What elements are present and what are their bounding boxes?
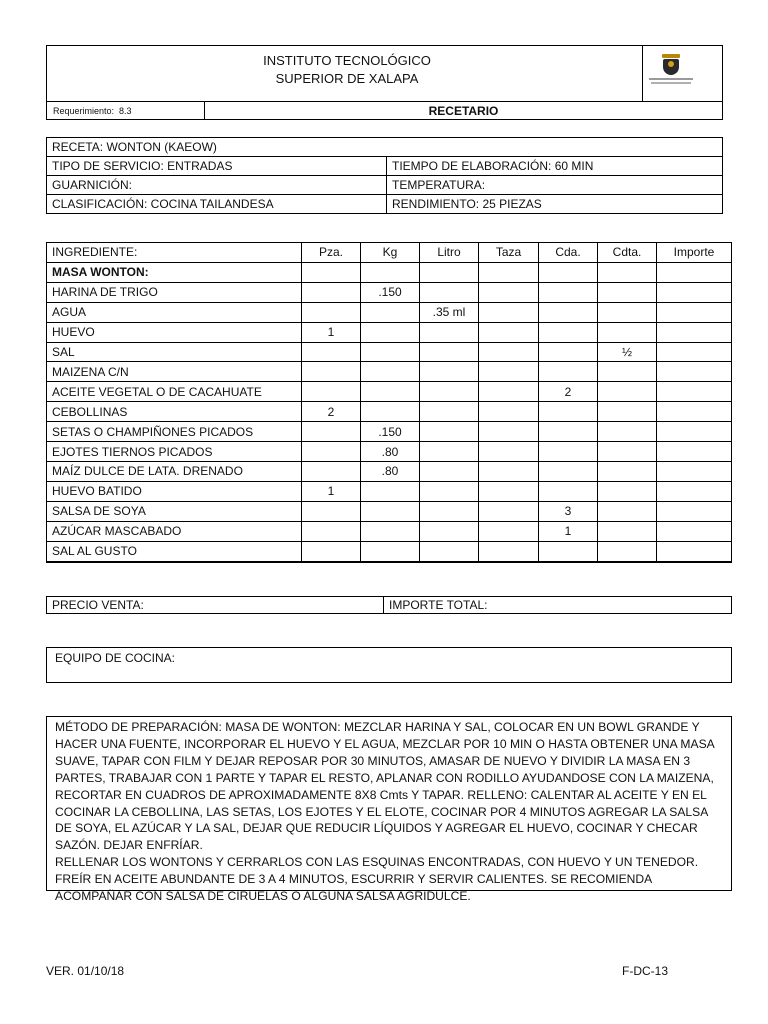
ingredient-cdta [598, 322, 657, 342]
ingredient-kg [361, 521, 420, 541]
ingredient-cda [539, 342, 598, 362]
ingredient-kg [361, 342, 420, 362]
ingredient-litro [420, 561, 479, 563]
ingredient-kg [361, 322, 420, 342]
column-header-cdta: Cdta. [598, 243, 657, 263]
ingredient-kg [361, 541, 420, 561]
table-row [47, 422, 732, 442]
ingredient-name: SETAS O CHAMPIÑONES PICADOS [47, 422, 302, 442]
ingredient-taza [479, 461, 539, 481]
ingredient-name [47, 561, 302, 563]
ingredient-cdta [598, 282, 657, 302]
ingredient-name: SAL AL GUSTO [47, 541, 302, 561]
method-paragraph: MÉTODO DE PREPARACIÓN: MASA DE WONTON: MEZCLAR HARINA Y SAL, COLOCAR EN UN BOWL GRANDE Y HACER UNA FUENTE, INCORPORAR EL HUEVO Y EL AGUA, MEZCLAR POR 10 MIN O HASTA OBTENER UNA MASA SUAVE, TAPAR CON FILM Y DEJAR REPOSAR POR 30 MINUTOS, AMASAR DE NUEVO Y DIVIDIR LA MASA EN 3 PARTES, TRABAJAR CON 1 PARTE Y TAPAR EL RESTO, APLANAR CON RODILLO AYUDANDOSE CON LA MAIZENA, RECORTAR EN CUADROS DE APROXIMADAMENTE 8X8 Cmts Y TAPAR. RELLENO: CALENTAR AL ACEITE Y EN EL COCINAR LA CEBOLLINA, LAS SETAS, LOS EJOTES Y EL ELOTE, COCINAR POR 4 MINUTOS AGREGAR LA SALSA DE SOYA, EL AZÚCAR Y LA SAL, DEJAR QUE REDUCIR LÍQUIDOS Y AGREGAR EL HUEVO, COCINAR Y CHECAR SAZÓN. DEJAR ENFRÍAR. [55, 720, 715, 853]
ingredient-pza: 1 [302, 322, 361, 342]
ingredient-pza [302, 521, 361, 541]
ingredient-kg [361, 501, 420, 521]
ingredient-kg [361, 481, 420, 501]
ingredient-taza [479, 382, 539, 402]
ingredient-name: AGUA [47, 302, 302, 322]
ingredient-cdta [598, 501, 657, 521]
ingredient-kg [361, 262, 420, 282]
ingredient-importe [657, 342, 732, 362]
column-header-importe: Importe [657, 243, 732, 263]
ingredient-litro [420, 282, 479, 302]
table-row [47, 541, 732, 561]
ingredient-litro [420, 461, 479, 481]
ingredient-cda [539, 302, 598, 322]
crown-icon [662, 54, 680, 58]
institute-logo [642, 46, 722, 101]
ingredient-importe [657, 422, 732, 442]
document-header [46, 45, 723, 120]
ingredient-litro [420, 402, 479, 422]
ingredient-cdta [598, 461, 657, 481]
ingredient-taza [479, 302, 539, 322]
ingredient-pza [302, 501, 361, 521]
ingredient-importe [657, 501, 732, 521]
ingredient-cda [539, 442, 598, 462]
column-header-taza: Taza [479, 243, 539, 263]
ingredient-kg [361, 382, 420, 402]
table-row [47, 481, 732, 501]
requirement-cell [47, 102, 205, 120]
ingredient-pza [302, 461, 361, 481]
ingredient-importe [657, 382, 732, 402]
ingredient-pza [302, 362, 361, 382]
ingredient-taza [479, 402, 539, 422]
table-row [47, 282, 732, 302]
column-header-cda: Cda. [539, 243, 598, 263]
ingredient-cda [539, 262, 598, 282]
ingredient-importe [657, 302, 732, 322]
institute-line-1: INSTITUTO TECNOLÓGICO [263, 53, 431, 68]
ingredient-cda [539, 461, 598, 481]
ingredient-pza [302, 262, 361, 282]
ingredient-pza [302, 382, 361, 402]
ingredient-taza [479, 262, 539, 282]
ingredient-name: AZÚCAR MASCABADO [47, 521, 302, 541]
ingredient-cda [539, 481, 598, 501]
ingredient-name: MASA WONTON: [47, 262, 302, 282]
column-header-litro: Litro [420, 243, 479, 263]
table-row [47, 382, 732, 402]
column-header-pza: Pza. [302, 243, 361, 263]
ingredient-taza [479, 501, 539, 521]
institute-line-2: SUPERIOR DE XALAPA [275, 71, 419, 86]
ingredient-litro [420, 422, 479, 442]
table-row [47, 402, 732, 422]
ingredient-taza [479, 481, 539, 501]
table-row [47, 322, 732, 342]
table-row [47, 302, 732, 322]
ingredient-kg: .80 [361, 461, 420, 481]
ingredient-cda [539, 561, 598, 563]
ingredient-importe [657, 481, 732, 501]
ingredient-importe [657, 521, 732, 541]
ingredient-name: MAÍZ DULCE DE LATA. DRENADO [47, 461, 302, 481]
ingredient-pza [302, 302, 361, 322]
form-title: RECETARIO [428, 104, 499, 118]
ingredient-name: MAIZENA C/N [47, 362, 302, 382]
ingredient-litro: .35 ml [420, 302, 479, 322]
ingredient-taza [479, 521, 539, 541]
pricing-table [46, 596, 732, 614]
ingredient-cda [539, 282, 598, 302]
ingredient-cdta [598, 442, 657, 462]
ingredient-cdta [598, 422, 657, 442]
ingredient-name: EJOTES TIERNOS PICADOS [47, 442, 302, 462]
ingredient-cda [539, 541, 598, 561]
temperature: TEMPERATURA: [387, 176, 723, 195]
total-amount: IMPORTE TOTAL: [384, 597, 732, 614]
ingredient-importe [657, 282, 732, 302]
ingredient-cda [539, 422, 598, 442]
ingredient-taza [479, 322, 539, 342]
logo-caption-line [649, 78, 693, 80]
ingredient-cda [539, 402, 598, 422]
ingredient-cdta [598, 561, 657, 563]
ingredient-kg: .80 [361, 442, 420, 462]
ingredient-cda [539, 322, 598, 342]
ingredient-importe [657, 262, 732, 282]
ingredient-litro [420, 342, 479, 362]
prep-time: TIEMPO DE ELABORACIÓN: 60 MIN [387, 157, 723, 176]
recipe-info-table [46, 137, 723, 210]
ingredient-name: HUEVO BATIDO [47, 481, 302, 501]
classification: CLASIFICACIÓN: COCINA TAILANDESA [47, 195, 387, 214]
ingredient-kg [361, 561, 420, 563]
ingredients-table [46, 242, 732, 563]
service-type: TIPO DE SERVICIO: ENTRADAS [47, 157, 387, 176]
ingredient-pza [302, 561, 361, 563]
ingredient-importe [657, 322, 732, 342]
ingredient-importe [657, 541, 732, 561]
ingredient-litro [420, 262, 479, 282]
ingredient-name: ACEITE VEGETAL O DE CACAHUATE [47, 382, 302, 402]
yield: RENDIMIENTO: 25 PIEZAS [387, 195, 723, 214]
ingredient-taza [479, 282, 539, 302]
requirement-label: Requerimiento: [53, 106, 115, 116]
ingredient-litro [420, 541, 479, 561]
column-header-kg: Kg [361, 243, 420, 263]
ingredient-cdta [598, 362, 657, 382]
ingredient-taza [479, 442, 539, 462]
method-paragraph: RELLENAR LOS WONTONS Y CERRARLOS CON LAS ESQUINAS ENCONTRADAS, CON HUEVO Y UN TENEDOR. FREÍR EN ACEITE ABUNDANTE DE 3 A 4 MINUTOS, ESCURRIR Y SERVIR CALIENTES. SE RECOMIENDA ACOMPAÑAR CON SALSA DE CIRUELAS O ALGUNA SALSA AGRIDULCE. [55, 855, 699, 904]
ingredient-pza [302, 342, 361, 362]
ingredient-cdta [598, 302, 657, 322]
ingredient-name: HUEVO [47, 322, 302, 342]
sale-price: PRECIO VENTA: [47, 597, 384, 614]
column-header-ingredient: INGREDIENTE: [47, 243, 302, 263]
table-row [47, 262, 732, 282]
table-row [47, 442, 732, 462]
garnish: GUARNICIÓN: [47, 176, 387, 195]
preparation-method [46, 716, 732, 904]
ingredient-importe [657, 561, 732, 563]
table-row [47, 501, 732, 521]
ingredient-pza [302, 541, 361, 561]
ingredient-taza [479, 561, 539, 563]
ingredient-litro [420, 382, 479, 402]
ingredient-taza [479, 541, 539, 561]
equipment-label: EQUIPO DE COCINA: [55, 651, 176, 665]
ingredient-cda: 3 [539, 501, 598, 521]
ingredient-name: SALSA DE SOYA [47, 501, 302, 521]
logo-caption-line [651, 82, 691, 84]
ingredient-litro [420, 521, 479, 541]
ingredient-kg [361, 302, 420, 322]
ingredient-cda: 2 [539, 382, 598, 402]
ingredient-pza: 1 [302, 481, 361, 501]
ingredient-pza [302, 422, 361, 442]
ingredient-kg: .150 [361, 422, 420, 442]
version-label: VER. 01/10/18 [46, 964, 125, 978]
ingredient-kg [361, 362, 420, 382]
ingredient-cda: 1 [539, 521, 598, 541]
form-code: F-DC-13 [622, 964, 669, 978]
equipment-box [46, 647, 732, 683]
requirement-value: 8.3 [119, 106, 132, 116]
ingredient-kg: .150 [361, 282, 420, 302]
ingredient-name: SAL [47, 342, 302, 362]
ingredient-name: HARINA DE TRIGO [47, 282, 302, 302]
ingredient-litro [420, 481, 479, 501]
ingredient-litro [420, 362, 479, 382]
table-header-row [47, 243, 732, 263]
ingredient-litro [420, 442, 479, 462]
ingredient-litro [420, 322, 479, 342]
ingredient-taza [479, 422, 539, 442]
ingredient-kg [361, 402, 420, 422]
recipe-name: RECETA: WONTON (KAEOW) [47, 138, 723, 157]
ingredient-importe [657, 461, 732, 481]
ingredient-importe [657, 442, 732, 462]
ingredient-pza [302, 282, 361, 302]
ingredient-cdta [598, 481, 657, 501]
institute-name [47, 52, 647, 88]
ingredient-cdta [598, 262, 657, 282]
ingredient-importe [657, 402, 732, 422]
table-row [47, 561, 732, 563]
ingredient-importe [657, 362, 732, 382]
ingredient-litro [420, 501, 479, 521]
ingredient-cdta [598, 382, 657, 402]
ingredient-cdta [598, 402, 657, 422]
ingredient-cdta [598, 541, 657, 561]
ingredient-cdta [598, 521, 657, 541]
ingredient-name: CEBOLLINAS [47, 402, 302, 422]
ingredient-cda [539, 362, 598, 382]
ingredient-taza [479, 362, 539, 382]
table-row [47, 521, 732, 541]
ingredient-cdta: ½ [598, 342, 657, 362]
emblem-dot-icon [668, 61, 674, 67]
table-row [47, 342, 732, 362]
ingredient-pza: 2 [302, 402, 361, 422]
table-row [47, 362, 732, 382]
ingredient-taza [479, 342, 539, 362]
ingredient-pza [302, 442, 361, 462]
table-row [47, 461, 732, 481]
